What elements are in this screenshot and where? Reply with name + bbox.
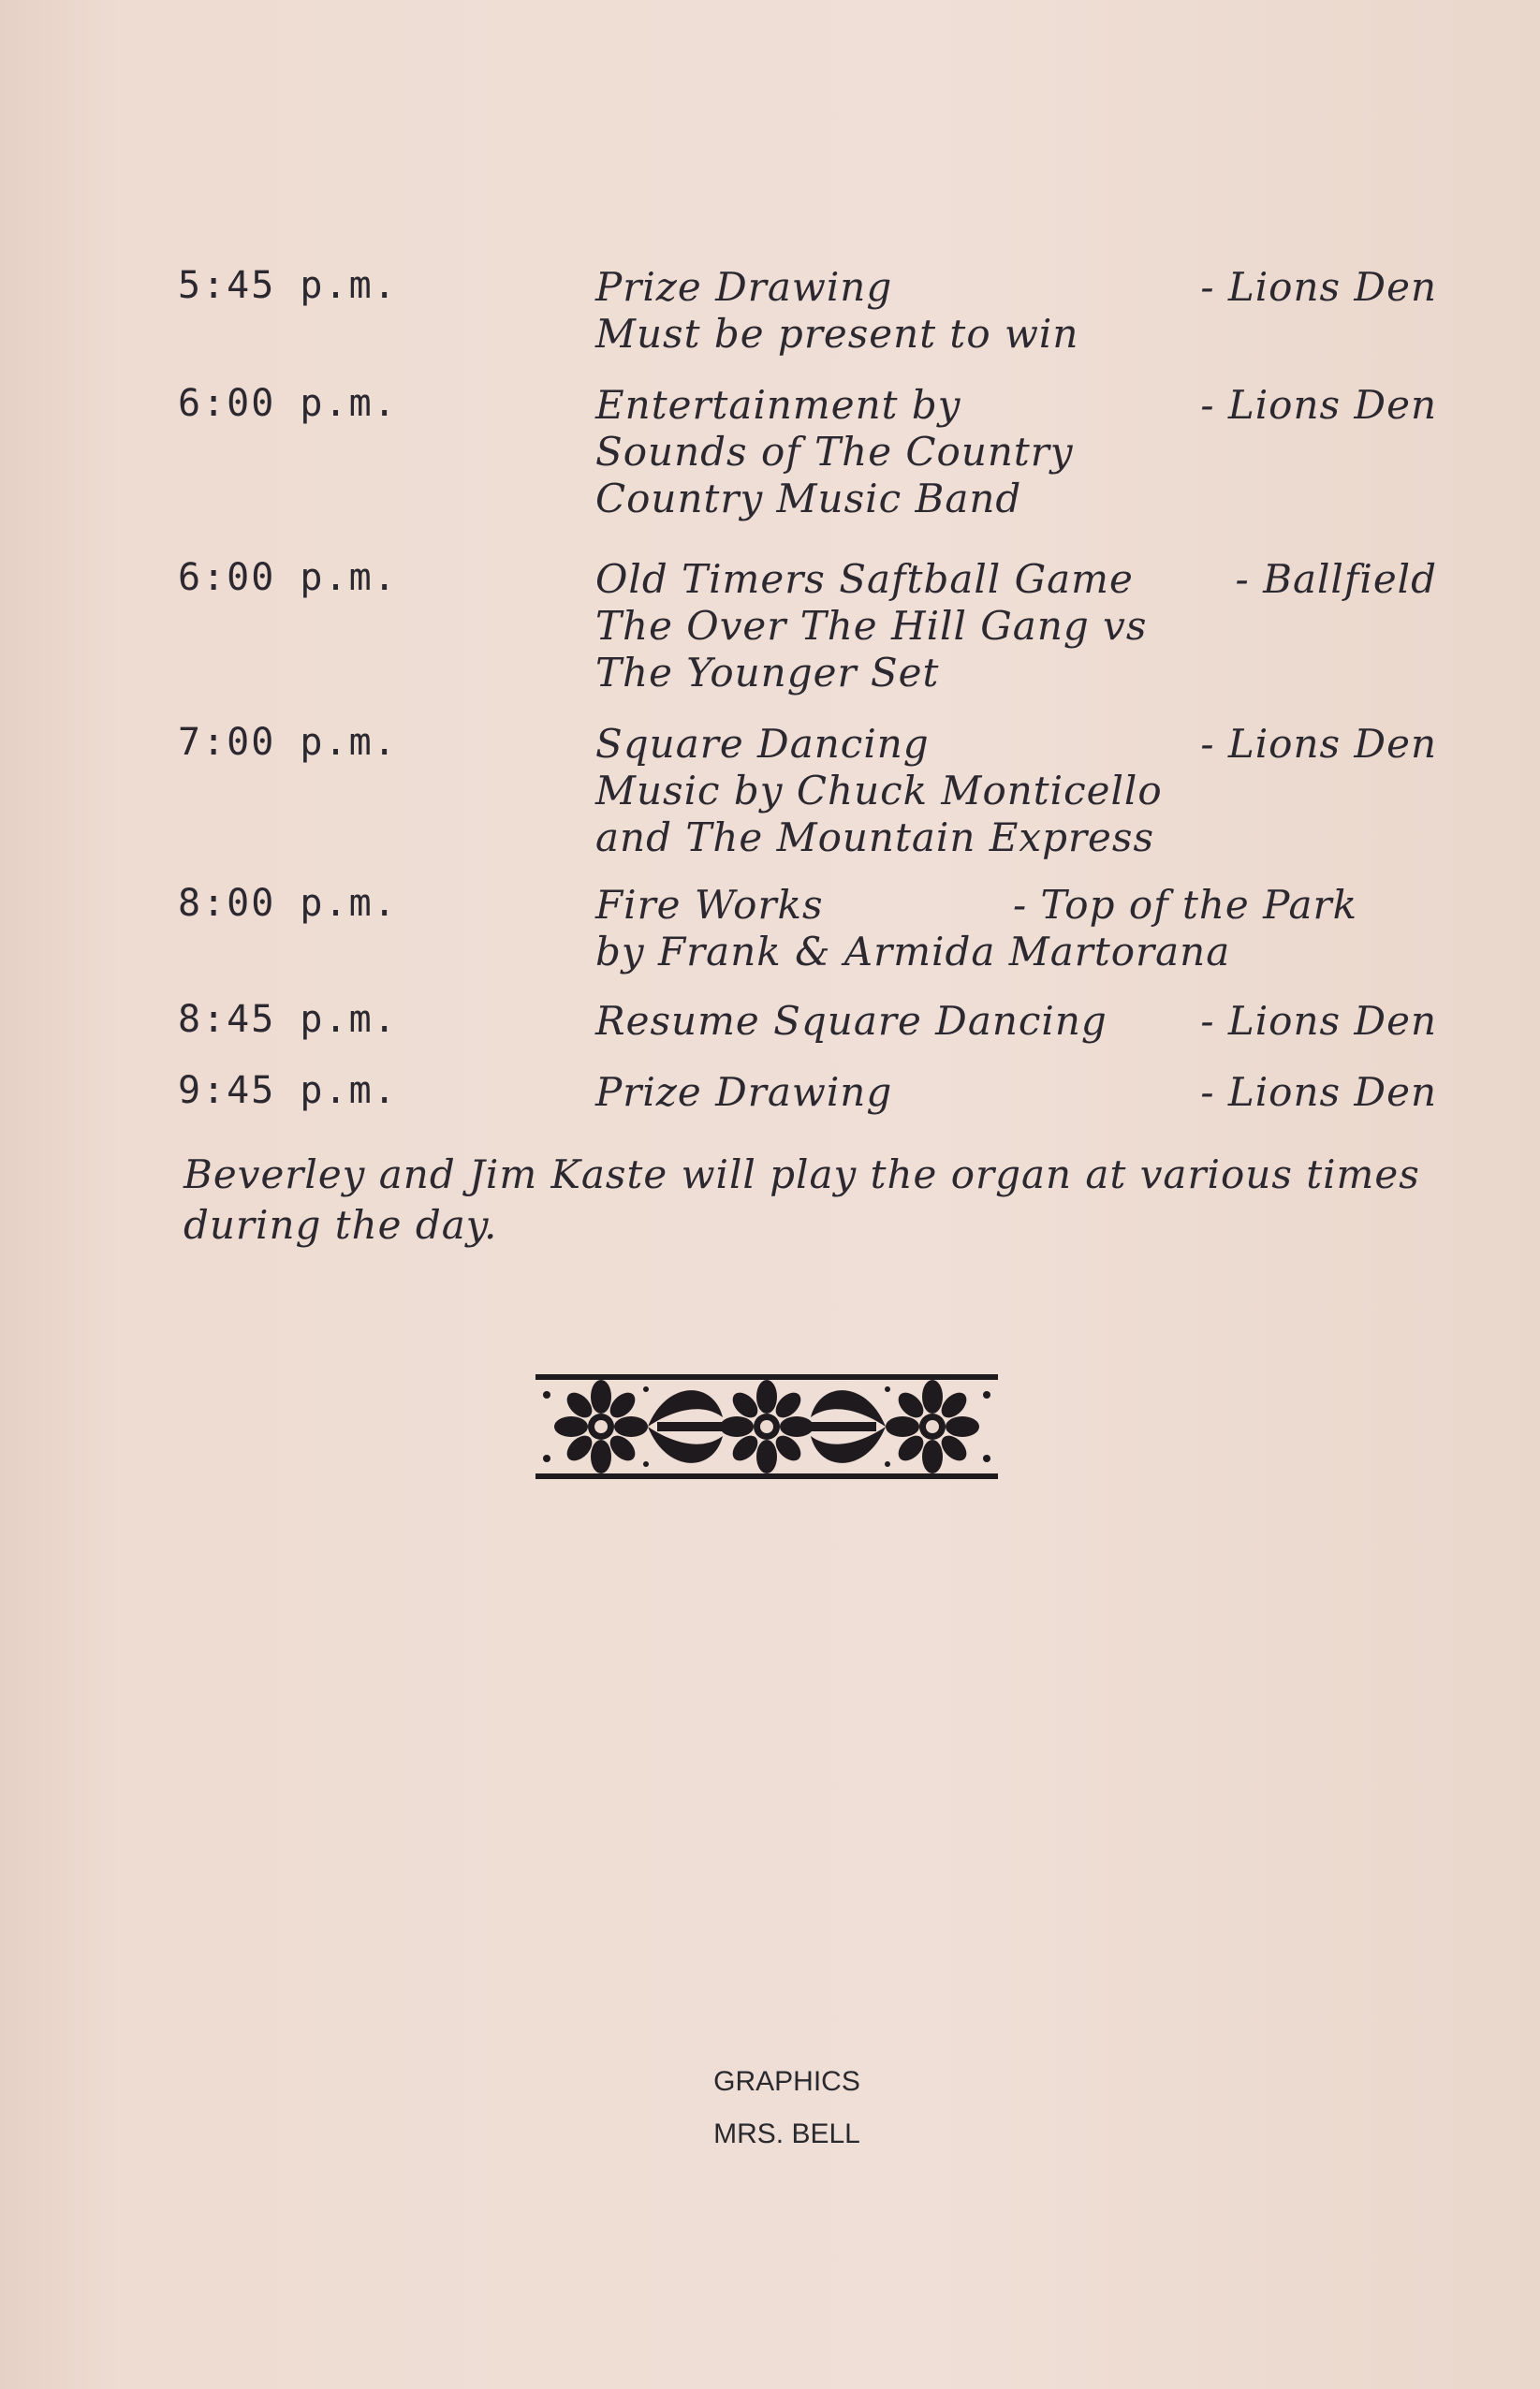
schedule-location: - Lions Den xyxy=(1200,1069,1437,1115)
event-line: Music by Chuck Monticello xyxy=(595,768,1163,813)
event-line: Sounds of The Country xyxy=(595,429,1074,475)
schedule-time: 6:00 p.m. xyxy=(178,382,398,425)
event-line: Must be present to win xyxy=(595,311,1079,357)
schedule-event xyxy=(595,382,1074,522)
floral-ornament-icon xyxy=(535,1367,998,1487)
event-line: Resume Square Dancing xyxy=(595,998,1107,1044)
schedule-location: - Lions Den xyxy=(1200,382,1437,428)
schedule-time: 8:45 p.m. xyxy=(178,998,398,1041)
schedule-event xyxy=(595,1069,892,1116)
schedule-time: 6:00 p.m. xyxy=(178,556,398,599)
event-line: The Younger Set xyxy=(595,650,940,696)
event-line: Square Dancing xyxy=(595,721,930,767)
schedule-time: 9:45 p.m. xyxy=(178,1069,398,1112)
event-line: Fire Works xyxy=(595,882,824,928)
event-line: and The Mountain Express xyxy=(595,814,1155,860)
schedule-event xyxy=(595,264,1078,358)
schedule-event xyxy=(595,556,1147,696)
schedule-time: 5:45 p.m. xyxy=(178,264,398,307)
event-line: Entertainment by xyxy=(595,382,961,428)
event-line: Old Timers Saftball Game xyxy=(595,556,1134,602)
schedule-location: - Lions Den xyxy=(1200,264,1437,310)
schedule-location: - Lions Den xyxy=(1200,721,1437,767)
event-line: Prize Drawing xyxy=(595,264,893,310)
schedule-location: - Top of the Park xyxy=(1013,882,1358,928)
schedule-time: 8:00 p.m. xyxy=(178,882,398,925)
credits-graphics: GRAPHICS xyxy=(713,2066,860,2097)
event-line: Prize Drawing xyxy=(595,1069,893,1115)
schedule-event xyxy=(595,721,1163,861)
event-line: by Frank & Armida Martorana xyxy=(595,929,1231,975)
credits xyxy=(0,2056,1540,2161)
schedule-event xyxy=(595,998,1107,1045)
event-line: The Over The Hill Gang vs xyxy=(595,603,1148,649)
schedule-location: - Ballfield xyxy=(1235,556,1437,602)
schedule-time: 7:00 p.m. xyxy=(178,721,398,764)
schedule-location: - Lions Den xyxy=(1200,998,1437,1044)
credits-artist: MRS. BELL xyxy=(713,2118,860,2149)
event-line: Country Music Band xyxy=(595,476,1022,521)
organ-note: Beverley and Jim Kaste will play the organ at various times during the day. xyxy=(183,1151,1420,1248)
